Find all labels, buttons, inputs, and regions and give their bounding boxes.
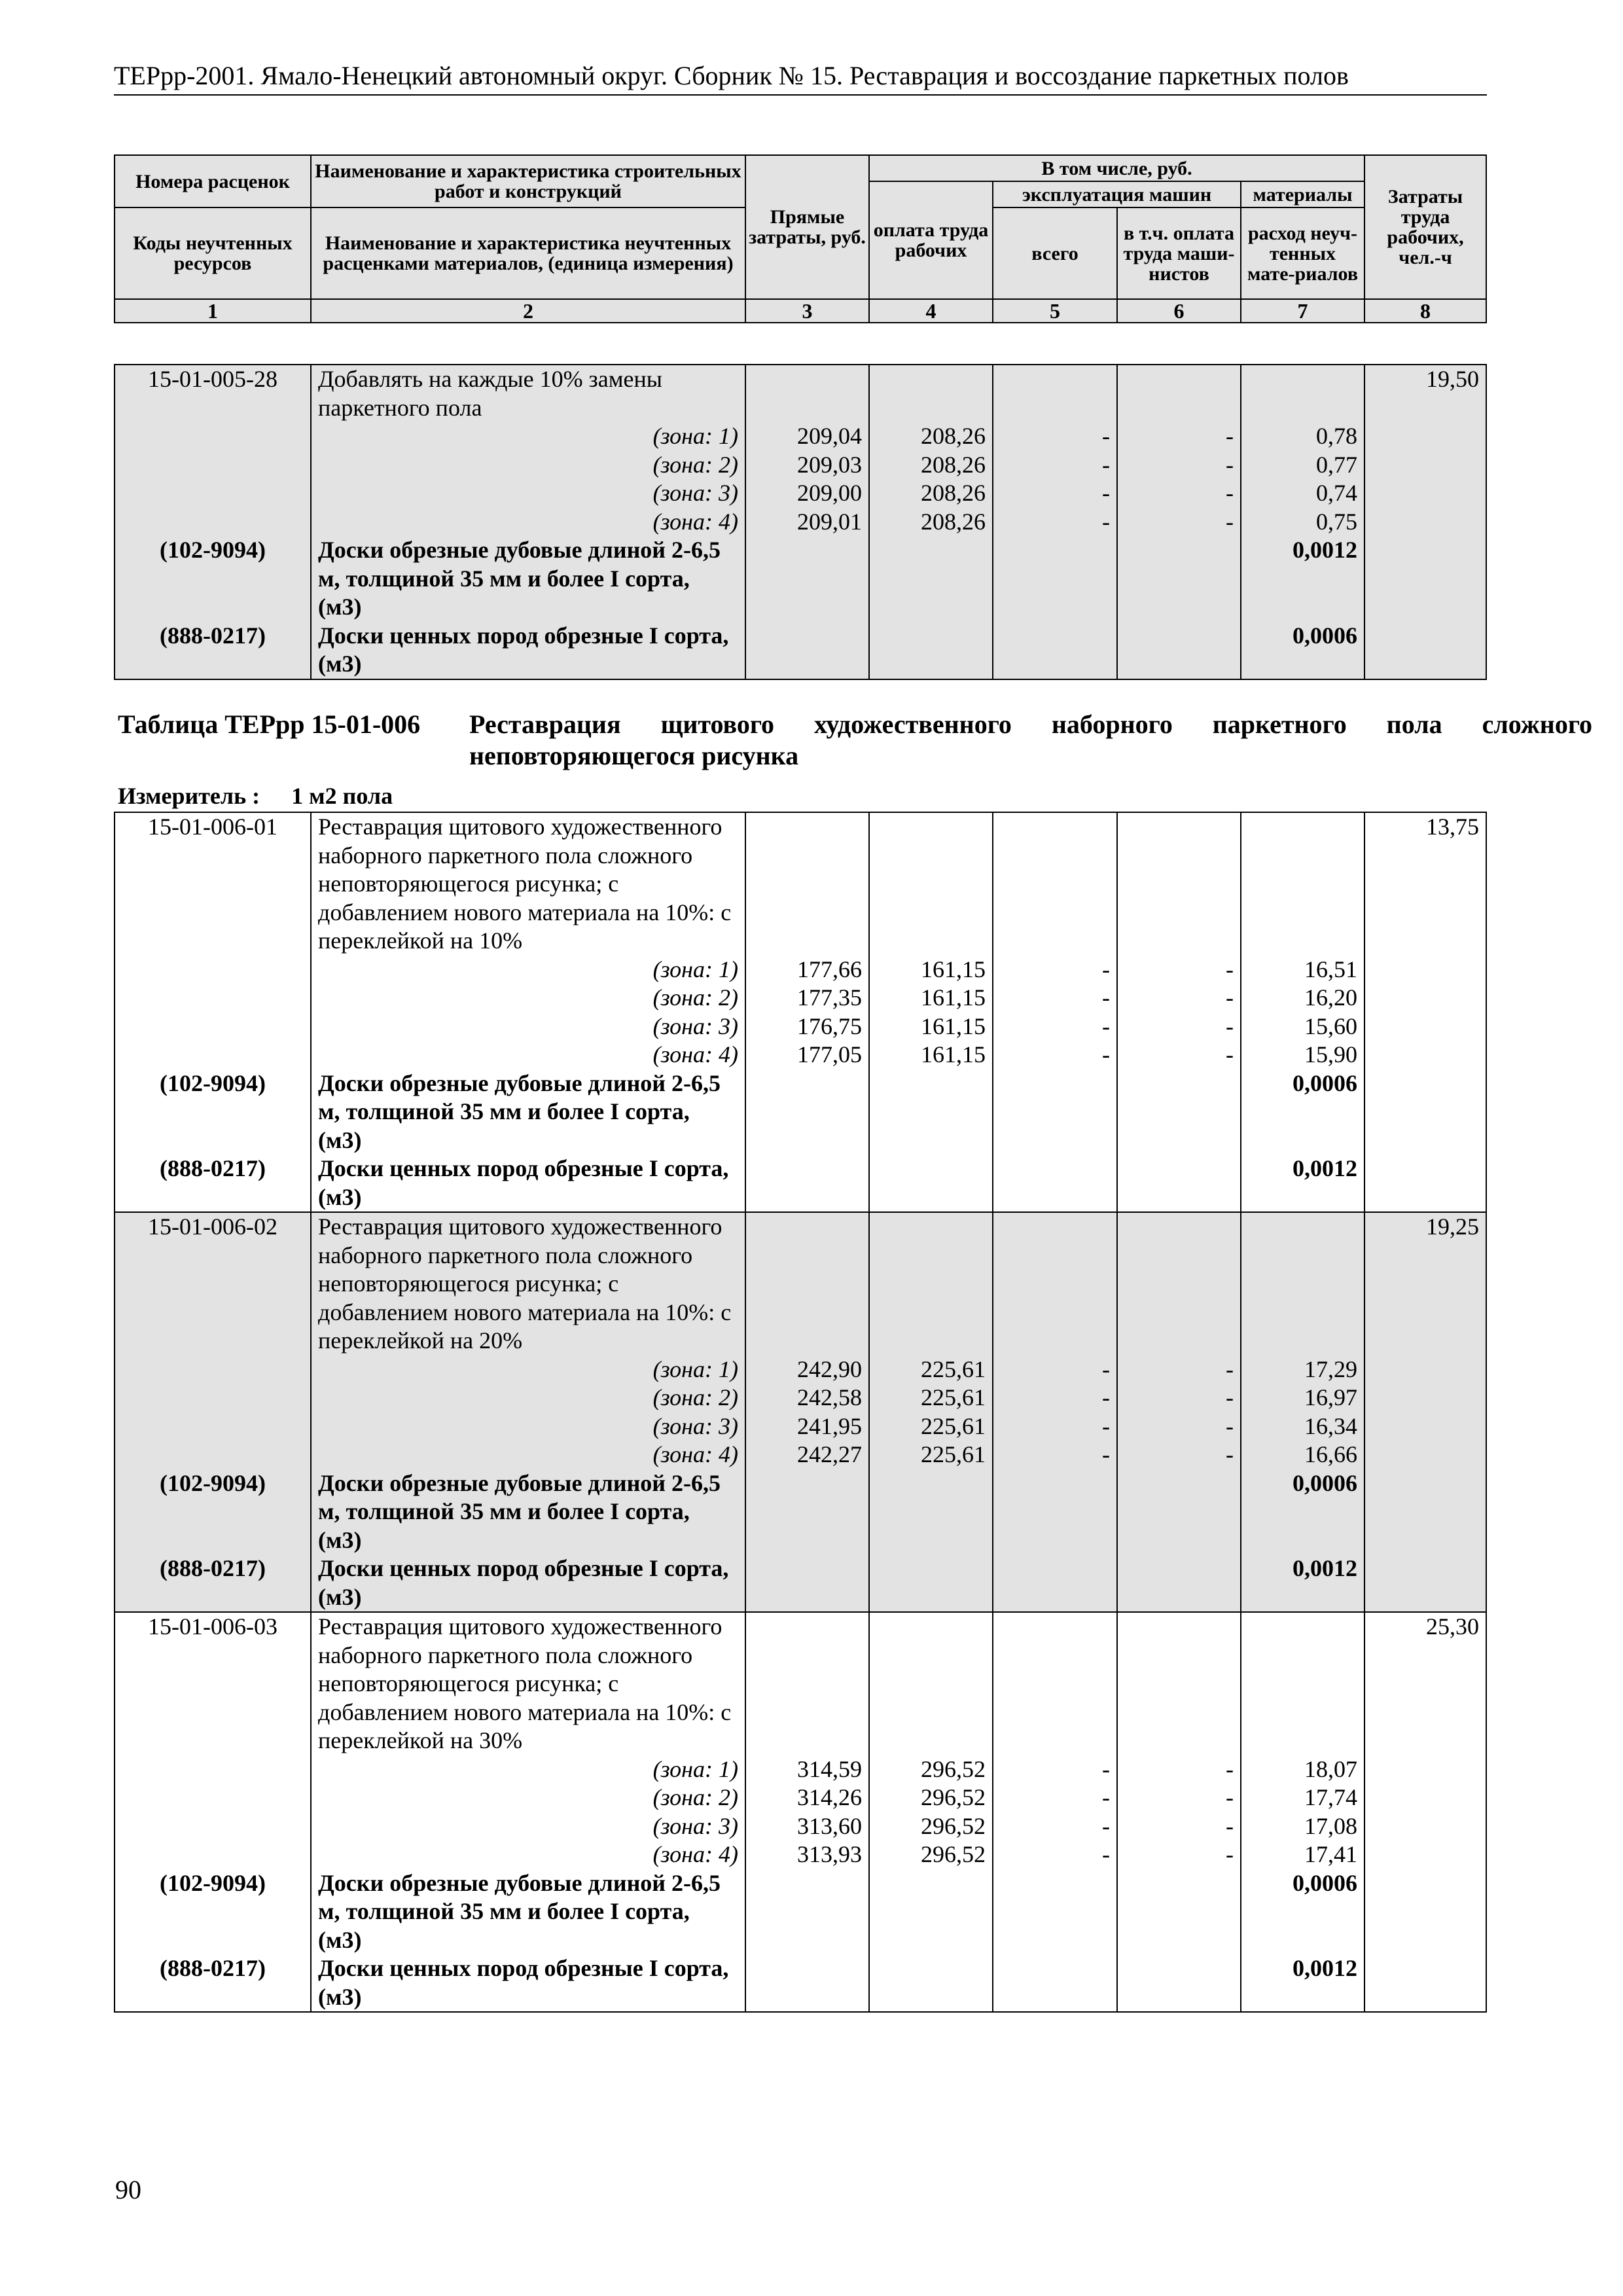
resource-row — [115, 1155, 1486, 1212]
machine-pay: - — [1117, 956, 1241, 984]
col-number: 2 — [311, 299, 745, 323]
labor-pay: 208,26 — [869, 422, 993, 451]
machine-pay: - — [1117, 1412, 1241, 1441]
table-title-name: Реставрация щитового художественного наборного паркетного пола сложного неповторяющегося рисунка — [469, 709, 1592, 770]
rates-table-006 — [114, 812, 1487, 2013]
zone-row — [115, 1812, 1486, 1841]
machine-total: - — [993, 1812, 1117, 1841]
direct-cost: 314,59 — [745, 1755, 869, 1784]
machine-pay: - — [1117, 1013, 1241, 1041]
machine-pay: - — [1117, 479, 1241, 508]
direct-cost: 242,27 — [745, 1441, 869, 1469]
resource-row — [115, 536, 1486, 622]
machine-pay: - — [1117, 1041, 1241, 1069]
machine-total: - — [993, 1355, 1117, 1384]
resource-code: (888-0217) — [115, 1554, 311, 1612]
zone-label: (зона: 2) — [311, 1384, 745, 1412]
zone-row — [115, 1755, 1486, 1784]
col-number: 5 — [993, 299, 1117, 323]
rate-name: Реставрация щитового художественного наборного паркетного пола сложного неповторяющегося рисунка; с добавлением нового материала на 10%: с переклейкой на 10% — [311, 812, 745, 956]
materials-cost: 0,78 — [1241, 422, 1364, 451]
col-number: 1 — [115, 299, 311, 323]
direct-cost: 313,60 — [745, 1812, 869, 1841]
machine-pay: - — [1117, 1355, 1241, 1384]
materials-cost: 16,51 — [1241, 956, 1364, 984]
direct-cost: 241,95 — [745, 1412, 869, 1441]
resource-expense: 0,0006 — [1241, 1069, 1364, 1155]
resource-expense: 0,0012 — [1241, 536, 1364, 622]
machine-total: - — [993, 451, 1117, 480]
direct-cost: 177,35 — [745, 984, 869, 1013]
resource-code: (888-0217) — [115, 1155, 311, 1212]
materials-cost: 0,75 — [1241, 508, 1364, 537]
materials-cost: 18,07 — [1241, 1755, 1364, 1784]
zone-row — [115, 956, 1486, 984]
zone-label: (зона: 2) — [311, 1784, 745, 1812]
zone-row — [115, 1355, 1486, 1384]
resource-name: Доски обрезные дубовые длиной 2-6,5 м, толщиной 35 мм и более I сорта, (м3) — [311, 536, 745, 622]
machine-total: - — [993, 956, 1117, 984]
labor-pay: 161,15 — [869, 956, 993, 984]
rate-code: 15-01-005-28 — [115, 365, 311, 422]
measurer — [118, 782, 393, 810]
resource-expense: 0,0006 — [1241, 1469, 1364, 1555]
col-name-top: Наименование и характеристика строительных работ и конструкций — [311, 155, 745, 207]
resource-row — [115, 1954, 1486, 2012]
resource-row — [115, 1869, 1486, 1955]
resource-code: (888-0217) — [115, 622, 311, 679]
col-number: 7 — [1241, 299, 1364, 323]
direct-cost: 242,90 — [745, 1355, 869, 1384]
zone-row — [115, 1840, 1486, 1869]
zone-row — [115, 1041, 1486, 1069]
zone-row — [115, 984, 1486, 1013]
resource-row — [115, 1469, 1486, 1555]
resource-name: Доски обрезные дубовые длиной 2-6,5 м, толщиной 35 мм и более I сорта, (м3) — [311, 1869, 745, 1955]
resource-row — [115, 1554, 1486, 1612]
machine-pay: - — [1117, 1441, 1241, 1469]
resource-name: Доски ценных пород обрезные I сорта, (м3) — [311, 1155, 745, 1212]
col-name-bottom: Наименование и характеристика неучтенных расценками материалов, (единица измерения) — [311, 207, 745, 299]
column-header-table — [114, 154, 1487, 323]
resource-name: Доски ценных пород обрезные I сорта, (м3) — [311, 1954, 745, 2012]
materials-cost: 17,29 — [1241, 1355, 1364, 1384]
col-number: 8 — [1364, 299, 1486, 323]
direct-cost: 242,58 — [745, 1384, 869, 1412]
rate-row — [115, 812, 1486, 956]
rate-row — [115, 365, 1486, 422]
direct-cost: 177,66 — [745, 956, 869, 984]
labor-pay: 161,15 — [869, 1013, 993, 1041]
rate-code: 15-01-006-01 — [115, 812, 311, 956]
resource-row — [115, 622, 1486, 679]
machine-total: - — [993, 422, 1117, 451]
machine-total: - — [993, 1384, 1117, 1412]
resource-expense: 0,0012 — [1241, 1554, 1364, 1612]
rates-table-005 — [114, 364, 1487, 680]
machine-total: - — [993, 1784, 1117, 1812]
zone-label: (зона: 3) — [311, 1013, 745, 1041]
resource-name: Доски обрезные дубовые длиной 2-6,5 м, толщиной 35 мм и более I сорта, (м3) — [311, 1069, 745, 1155]
materials-cost: 0,74 — [1241, 479, 1364, 508]
measurer-value: 1 м2 пола — [291, 783, 393, 809]
col-code-bottom: Коды неучтенных ресурсов — [115, 207, 311, 299]
resource-name: Доски ценных пород обрезные I сорта, (м3) — [311, 622, 745, 679]
col-number: 3 — [745, 299, 869, 323]
machine-pay: - — [1117, 508, 1241, 537]
zone-label: (зона: 1) — [311, 956, 745, 984]
resource-code: (102-9094) — [115, 1869, 311, 1955]
rate-name: Реставрация щитового художественного наборного паркетного пола сложного неповторяющегося рисунка; с добавлением нового материала на 10%: с переклейкой на 20% — [311, 1212, 745, 1355]
col-number: 6 — [1117, 299, 1241, 323]
col-materials: материалы — [1241, 181, 1364, 207]
zone-row — [115, 451, 1486, 480]
machine-pay: - — [1117, 451, 1241, 480]
machine-total: - — [993, 479, 1117, 508]
zone-label: (зона: 3) — [311, 1412, 745, 1441]
col-labor-cost: Затраты труда рабочих, чел.-ч — [1364, 155, 1486, 299]
materials-cost: 15,60 — [1241, 1013, 1364, 1041]
zone-label: (зона: 4) — [311, 1840, 745, 1869]
table-title-code: Таблица ТЕРрр 15-01-006 — [118, 709, 421, 739]
machine-total: - — [993, 1013, 1117, 1041]
labor-pay: 296,52 — [869, 1840, 993, 1869]
labor-pay: 208,26 — [869, 508, 993, 537]
labor-pay: 208,26 — [869, 451, 993, 480]
resource-expense: 0,0012 — [1241, 1155, 1364, 1212]
labor-pay: 296,52 — [869, 1812, 993, 1841]
materials-cost: 16,20 — [1241, 984, 1364, 1013]
labor-pay: 161,15 — [869, 1041, 993, 1069]
resource-expense: 0,0012 — [1241, 1954, 1364, 2012]
resource-code: (102-9094) — [115, 1469, 311, 1555]
machine-pay: - — [1117, 984, 1241, 1013]
direct-cost: 313,93 — [745, 1840, 869, 1869]
resource-expense: 0,0006 — [1241, 1869, 1364, 1955]
materials-cost: 17,08 — [1241, 1812, 1364, 1841]
col-mach-pay: в т.ч. оплата труда маши-нистов — [1117, 207, 1241, 299]
machine-total: - — [993, 1041, 1117, 1069]
machine-pay: - — [1117, 1755, 1241, 1784]
labor-pay: 225,61 — [869, 1355, 993, 1384]
zone-label: (зона: 4) — [311, 1041, 745, 1069]
zone-row — [115, 1412, 1486, 1441]
col-machines: эксплуатация машин — [993, 181, 1241, 207]
measurer-label: Измеритель : — [118, 783, 260, 809]
direct-cost: 209,00 — [745, 479, 869, 508]
machine-pay: - — [1117, 1812, 1241, 1841]
labor-cost-value: 19,25 — [1364, 1212, 1486, 1612]
zone-label: (зона: 4) — [311, 508, 745, 537]
materials-cost: 16,97 — [1241, 1384, 1364, 1412]
machine-pay: - — [1117, 1384, 1241, 1412]
resource-code: (888-0217) — [115, 1954, 311, 2012]
labor-pay: 225,61 — [869, 1441, 993, 1469]
rate-name: Реставрация щитового художественного наборного паркетного пола сложного неповторяющегося рисунка; с добавлением нового материала на 10%: с переклейкой на 30% — [311, 1612, 745, 1755]
labor-cost-value: 25,30 — [1364, 1612, 1486, 2012]
machine-total: - — [993, 1412, 1117, 1441]
labor-cost-value: 13,75 — [1364, 812, 1486, 1212]
machine-total: - — [993, 984, 1117, 1013]
zone-row — [115, 479, 1486, 508]
direct-cost: 314,26 — [745, 1784, 869, 1812]
zone-label: (зона: 2) — [311, 451, 745, 480]
rate-row — [115, 1212, 1486, 1355]
labor-pay: 208,26 — [869, 479, 993, 508]
labor-pay: 296,52 — [869, 1755, 993, 1784]
page-number: 90 — [115, 2175, 141, 2204]
zone-label: (зона: 3) — [311, 479, 745, 508]
col-code-top: Номера расценок — [115, 155, 311, 207]
zone-label: (зона: 3) — [311, 1812, 745, 1841]
zone-label: (зона: 2) — [311, 984, 745, 1013]
zone-row — [115, 1013, 1486, 1041]
col-mat-expense: расход неуч-тенных мате-риалов — [1241, 207, 1364, 299]
machine-total: - — [993, 1840, 1117, 1869]
direct-cost: 209,01 — [745, 508, 869, 537]
zone-label: (зона: 1) — [311, 1755, 745, 1784]
rate-row — [115, 1612, 1486, 1755]
resource-expense: 0,0006 — [1241, 622, 1364, 679]
direct-cost: 177,05 — [745, 1041, 869, 1069]
materials-cost: 17,74 — [1241, 1784, 1364, 1812]
materials-cost: 0,77 — [1241, 451, 1364, 480]
labor-pay: 296,52 — [869, 1784, 993, 1812]
zone-label: (зона: 4) — [311, 1441, 745, 1469]
materials-cost: 17,41 — [1241, 1840, 1364, 1869]
materials-cost: 16,34 — [1241, 1412, 1364, 1441]
machine-total: - — [993, 1441, 1117, 1469]
labor-pay: 225,61 — [869, 1412, 993, 1441]
labor-cost-value: 19,50 — [1364, 365, 1486, 679]
resource-row — [115, 1069, 1486, 1155]
zone-label: (зона: 1) — [311, 1355, 745, 1384]
direct-cost: 209,04 — [745, 422, 869, 451]
zone-row — [115, 1784, 1486, 1812]
col-number: 4 — [869, 299, 993, 323]
machine-pay: - — [1117, 422, 1241, 451]
col-incl: В том числе, руб. — [869, 155, 1364, 181]
machine-pay: - — [1117, 1840, 1241, 1869]
col-labor-pay: оплата труда рабочих — [869, 181, 993, 299]
machine-pay: - — [1117, 1784, 1241, 1812]
labor-pay: 225,61 — [869, 1384, 993, 1412]
col-direct: Прямые затраты, руб. — [745, 155, 869, 299]
rate-code: 15-01-006-03 — [115, 1612, 311, 1755]
resource-name: Доски ценных пород обрезные I сорта, (м3) — [311, 1554, 745, 1612]
machine-total: - — [993, 1755, 1117, 1784]
materials-cost: 15,90 — [1241, 1041, 1364, 1069]
zone-row — [115, 1384, 1486, 1412]
direct-cost: 176,75 — [745, 1013, 869, 1041]
resource-code: (102-9094) — [115, 1069, 311, 1155]
labor-pay: 161,15 — [869, 984, 993, 1013]
col-mach-total: всего — [993, 207, 1117, 299]
rate-name: Добавлять на каждые 10% замены паркетного пола — [311, 365, 745, 422]
machine-total: - — [993, 508, 1117, 537]
rate-code: 15-01-006-02 — [115, 1212, 311, 1355]
direct-cost: 209,03 — [745, 451, 869, 480]
resource-code: (102-9094) — [115, 536, 311, 622]
zone-row — [115, 1441, 1486, 1469]
zone-row — [115, 508, 1486, 537]
page-header: ТЕРрр-2001. Ямало-Ненецкий автономный округ. Сборник № 15. Реставрация и воссоздание паркетных полов — [114, 60, 1487, 96]
zone-row — [115, 422, 1486, 451]
materials-cost: 16,66 — [1241, 1441, 1364, 1469]
zone-label: (зона: 1) — [311, 422, 745, 451]
resource-name: Доски обрезные дубовые длиной 2-6,5 м, толщиной 35 мм и более I сорта, (м3) — [311, 1469, 745, 1555]
